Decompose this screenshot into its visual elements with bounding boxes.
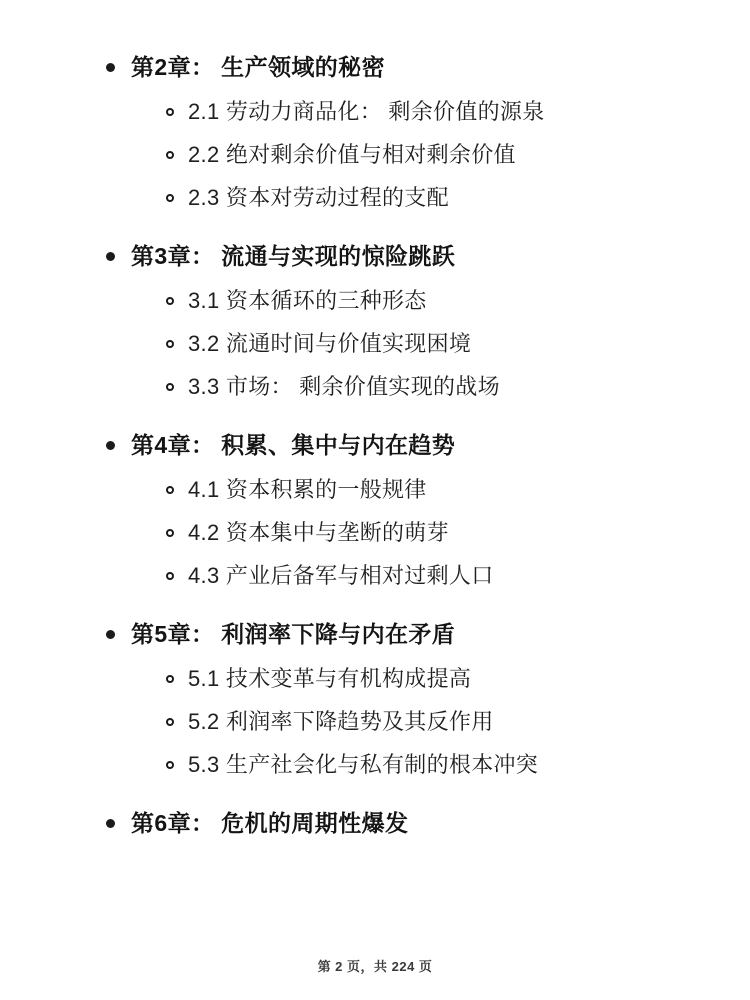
page-number-label: 第 2 页，共 224 页 [317, 959, 433, 974]
toc-section-label: 3.1 资本循环的三种形态 [188, 288, 427, 313]
hollow-bullet-icon [166, 761, 174, 769]
toc-section-row[interactable] [56, 657, 694, 700]
hollow-bullet-icon [166, 486, 174, 494]
table-of-contents [56, 44, 694, 846]
toc-section-label: 5.1 技术变革与有机构成提高 [188, 666, 472, 691]
toc-section-row[interactable] [56, 133, 694, 176]
toc-section-list [56, 90, 694, 219]
hollow-bullet-icon [166, 383, 174, 391]
toc-chapter [56, 422, 694, 597]
filled-bullet-icon [106, 441, 115, 450]
hollow-bullet-icon [166, 572, 174, 580]
toc-chapter [56, 44, 694, 219]
toc-section-label: 2.2 绝对剩余价值与相对剩余价值 [188, 142, 516, 167]
toc-chapter-row[interactable] [56, 233, 694, 279]
toc-section-label: 4.1 资本积累的一般规律 [188, 477, 427, 502]
toc-section-row[interactable] [56, 322, 694, 365]
filled-bullet-icon [106, 819, 115, 828]
hollow-bullet-icon [166, 718, 174, 726]
toc-chapter-row[interactable] [56, 611, 694, 657]
hollow-bullet-icon [166, 675, 174, 683]
toc-section-label: 3.3 市场： 剩余价值实现的战场 [188, 374, 500, 399]
hollow-bullet-icon [166, 297, 174, 305]
toc-chapter-row[interactable] [56, 800, 694, 846]
hollow-bullet-icon [166, 108, 174, 116]
toc-section-row[interactable] [56, 365, 694, 408]
toc-chapter [56, 611, 694, 786]
toc-chapter [56, 233, 694, 408]
toc-section-label: 2.3 资本对劳动过程的支配 [188, 185, 449, 210]
hollow-bullet-icon [166, 340, 174, 348]
hollow-bullet-icon [166, 151, 174, 159]
toc-section-row[interactable] [56, 176, 694, 219]
toc-section-list [56, 468, 694, 597]
hollow-bullet-icon [166, 529, 174, 537]
toc-section-row[interactable] [56, 468, 694, 511]
toc-section-label: 5.3 生产社会化与私有制的根本冲突 [188, 752, 539, 777]
toc-section-label: 5.2 利润率下降趋势及其反作用 [188, 709, 494, 734]
toc-section-row[interactable] [56, 90, 694, 133]
toc-section-list [56, 657, 694, 786]
toc-section-label: 3.2 流通时间与价值实现困境 [188, 331, 472, 356]
toc-section-list [56, 279, 694, 408]
toc-chapter-row[interactable] [56, 44, 694, 90]
toc-section-label: 4.3 产业后备军与相对过剩人口 [188, 563, 494, 588]
filled-bullet-icon [106, 252, 115, 261]
page-footer [0, 956, 750, 976]
filled-bullet-icon [106, 630, 115, 639]
hollow-bullet-icon [166, 194, 174, 202]
toc-section-row[interactable] [56, 279, 694, 322]
toc-section-row[interactable] [56, 700, 694, 743]
toc-chapter-row[interactable] [56, 422, 694, 468]
toc-section-label: 2.1 劳动力商品化： 剩余价值的源泉 [188, 99, 545, 124]
toc-chapter [56, 800, 694, 846]
toc-chapter-label: 第5章： 利润率下降与内在矛盾 [131, 621, 456, 647]
toc-chapter-label: 第2章： 生产领域的秘密 [131, 54, 385, 80]
toc-section-row[interactable] [56, 554, 694, 597]
toc-chapter-label: 第6章： 危机的周期性爆发 [131, 810, 409, 836]
toc-chapter-label: 第3章： 流通与实现的惊险跳跃 [131, 243, 456, 269]
toc-chapter-label: 第4章： 积累、集中与内在趋势 [131, 432, 456, 458]
filled-bullet-icon [106, 63, 115, 72]
toc-section-row[interactable] [56, 511, 694, 554]
toc-section-label: 4.2 资本集中与垄断的萌芽 [188, 520, 449, 545]
toc-section-row[interactable] [56, 743, 694, 786]
